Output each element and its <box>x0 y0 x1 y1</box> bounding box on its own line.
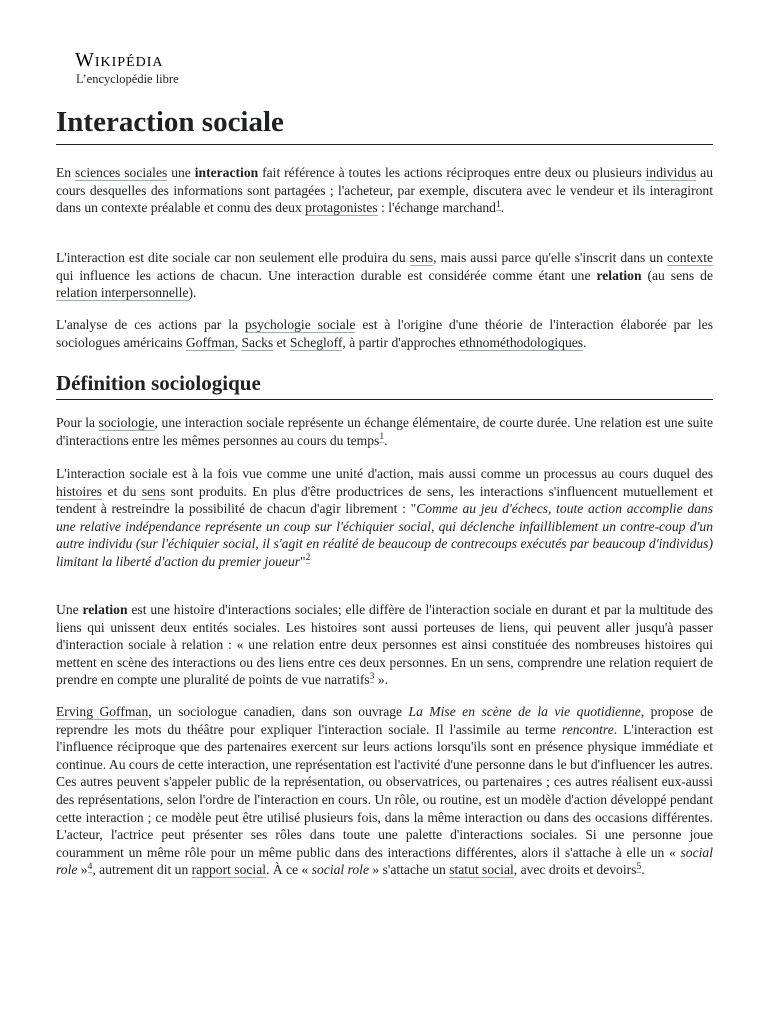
page-title: Interaction sociale <box>56 102 713 145</box>
term-social-role: social role <box>56 844 713 878</box>
section-paragraph-4: Erving Goffman, un sociologue canadien, dans son ouvrage La Mise en scène de la vie quotidienne, propose de reprendre les mots du théâtre pour expliquer l'interaction sociale. Il l'assimile au terme rencontre. L'interaction est l'influence réciproque que des partenaires exercent sur leurs actions lorsqu'ils sont en présence physique immédiate et continue. Au cours de cette interaction, une représentation est l'activité d'une personne dans le but d'influencer les autres. Ces autres peuvent s'appeler public de la représentation, ou observatrices, ou partenaires ; ces autres réalisent eux-aussi des représentations, selon l'ordre de l'interaction en cours. Un rôle, ou routine, est un modèle d'action développé pendant cette interaction ; ce modèle peut être utilisé plusieurs fois, dans la même interaction ou dans des occasions différentes. L'acteur, l'actrice peut présenter ses rôles dans toute une palette d'interactions sociales. Si une personne joue couramment un même rôle pour un même public dans des interactions différentes, alors il s'attache à elle un « social role »$^4$, autrement dit un rapport social. À ce « social role » s'attache un statut social, avec droits et devoirs$^5$. <box>56 704 713 878</box>
reference-5[interactable]: 5 <box>636 861 642 872</box>
link-psychologie-sociale[interactable]: psychologie sociale <box>245 317 356 332</box>
term-social-role: social role <box>311 862 369 878</box>
link-contexte[interactable]: contexte <box>666 250 714 265</box>
link-sens[interactable]: sens <box>409 250 434 265</box>
logo-tagline: L’encyclopédie libre <box>76 72 179 86</box>
link-relation-interpersonnelle[interactable]: relation interpersonnelle <box>56 285 189 301</box>
reference-1[interactable]: 1 <box>379 432 385 443</box>
link-sociologie[interactable]: sociologie <box>98 415 155 430</box>
reference-1[interactable]: 1 <box>495 199 501 210</box>
term-relation: relation <box>596 267 642 283</box>
link-goffman[interactable]: Goffman <box>185 334 235 350</box>
reference-2[interactable]: 2 <box>305 553 311 564</box>
book-title: La Mise en scène de la vie quotidienne <box>408 704 641 719</box>
reference-3[interactable]: 3 <box>369 671 375 682</box>
link-individus[interactable]: individus <box>645 165 697 180</box>
section-paragraph-1: Pour la sociologie, une interaction sociale représente un échange élémentaire, de courte durée. Une relation est une suite d'interactions entre les mêmes personnes au cours du temps$^1$. <box>56 415 713 448</box>
term-interaction: interaction <box>194 165 259 180</box>
wikipedia-logo[interactable] <box>75 48 275 86</box>
link-rapport-social[interactable]: rapport social <box>191 862 267 878</box>
link-sciences-sociales[interactable]: sciences sociales <box>75 165 168 180</box>
term-relation: relation <box>82 602 128 617</box>
link-erving-goffman[interactable]: Erving Goffman <box>56 704 149 719</box>
term-rencontre: rencontre <box>561 721 614 737</box>
link-ethnomethodologiques[interactable]: ethnométhodologiques <box>459 334 584 350</box>
section-paragraph-2: L'interaction sociale est à la fois vue comme une unité d'action, mais aussi comme un processus au cours duquel des histoires et du sens sont produits. En plus d'être productrices de sens, les interactions s'influencent mutuellement et tendent à restreindre la possibilité de chacun d'agir librement : "Comme au jeu d'échecs, toute action accomplie dans une relative indépendance représente un coup sur l'échiquier social, qui déclenche infailliblement un contre-coup d'un autre individu (sur l'échiquier social, il s'agit en réalité de beaucoup de contrecoups exécutés par beaucoup d'individus) limitant la liberté d'action du premier joueur"$^2$ <box>56 466 714 569</box>
link-sens[interactable]: sens <box>141 483 166 499</box>
section-paragraph-3: Une relation est une histoire d'interactions sociales; elle diffère de l'interaction sociale en durant et par la multitude des liens qui unissent deux entités sociales. Les histoires sont aussi porteuses de liens, qui peuvent aller jusqu'à passer d'interaction sociale à relation : « une relation entre deux personnes est ainsi constituée des nombreuses histoires qui mettent en scène des interactions ou des liens entre ces deux personnes. En un sens, comprendre une relation requiert de prendre en compte une pluralité de points de vue narratifs$^3$ ». <box>56 602 713 688</box>
link-protagonistes[interactable]: protagonistes <box>305 200 378 216</box>
intro-paragraph-2: L'interaction est dite sociale car non seulement elle produira du sens, mais aussi parce qu'elle s'inscrit dans un contexte qui influence les actions de chacun. Une interaction durable est considérée comme étant une relation (au sens de relation interpersonnelle). <box>56 250 714 301</box>
section-heading: Définition sociologique <box>56 368 713 400</box>
reference-4[interactable]: 4 <box>87 861 93 872</box>
link-schegloff[interactable]: Schegloff <box>289 334 343 350</box>
link-statut-social[interactable]: statut social <box>449 862 514 878</box>
logo-wordmark: Wikipédia <box>75 49 164 71</box>
intro-paragraph-1: En sciences sociales une interaction fait référence à toutes les actions réciproques entre deux ou plusieurs individus au cours desquelles des informations sont partagées ; l'acheteur, par exemple, discutera avec le vendeur et ils interagiront dans un contexte préalable et connu des deux protagonistes : l'échange marchand$^1$. <box>56 165 714 216</box>
link-sacks[interactable]: Sacks <box>241 334 274 350</box>
quote-italic: Comme au jeu d'échecs, toute action accomplie dans une relative indépendance représente un coup sur l'échiquier social, qui déclenche infailliblement un contre-coup d'un autre individu (sur l'échiquier social, il s'agit en réalité de beaucoup de contrecoups exécutés par beaucoup d'individus) limitant la liberté d'action du premier joueur <box>56 501 714 569</box>
link-histoires[interactable]: histoires <box>56 483 103 499</box>
intro-paragraph-3: L'analyse de ces actions par la psychologie sociale est à l'origine d'une théorie de l'interaction élaborée par les sociologues américains Goffman, Sacks et Schegloff, à partir d'approches ethnométhodologiques. <box>56 317 713 350</box>
